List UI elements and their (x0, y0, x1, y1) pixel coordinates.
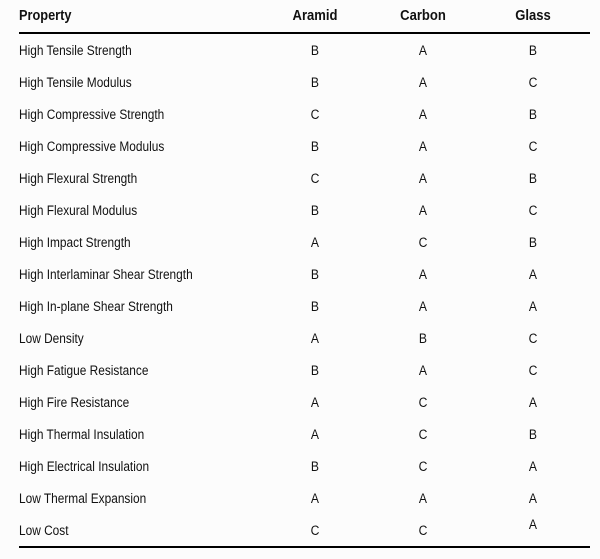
rating-cell: B (418, 330, 428, 346)
rating-cell: B (528, 170, 538, 186)
property-cell: High Fatigue Resistance (19, 362, 149, 378)
table-row (19, 162, 590, 194)
rating-cell: C (418, 394, 428, 410)
property-cell: High Tensile Strength (19, 42, 132, 58)
bottom-rule (19, 546, 590, 548)
rating-cell: A (418, 138, 428, 154)
property-cell: High Impact Strength (19, 234, 131, 250)
table-header-row (19, 0, 590, 32)
rating-cell: A (418, 266, 428, 282)
table-row (19, 354, 590, 386)
rating-cell: A (528, 266, 538, 282)
rating-cell: C (310, 522, 320, 538)
column-header-aramid: Aramid (292, 8, 338, 24)
table-row (19, 514, 590, 546)
rating-cell: B (310, 138, 320, 154)
property-cell: High Flexural Strength (19, 170, 138, 186)
table-row (19, 482, 590, 514)
property-cell: Low Cost (19, 522, 69, 538)
rating-cell: A (528, 394, 538, 410)
rating-cell: B (310, 42, 320, 58)
rating-cell: A (310, 394, 320, 410)
property-cell: High Compressive Modulus (19, 138, 165, 154)
rating-cell: A (418, 490, 428, 506)
rating-cell: A (528, 490, 538, 506)
rating-cell: A (528, 458, 538, 474)
property-cell: High Fire Resistance (19, 394, 130, 410)
table-row (19, 290, 590, 322)
rating-cell: B (310, 362, 320, 378)
rating-cell: C (528, 202, 538, 218)
rating-cell: A (528, 298, 538, 314)
property-cell: High Electrical Insulation (19, 458, 150, 474)
rating-cell: B (310, 458, 320, 474)
table-row (19, 450, 590, 482)
rating-cell: C (528, 74, 538, 90)
rating-cell: C (418, 234, 428, 250)
column-header-glass: Glass (515, 8, 551, 24)
column-header-carbon: Carbon (400, 8, 446, 24)
table-row (19, 322, 590, 354)
table-body (19, 34, 590, 546)
rating-cell: C (528, 362, 538, 378)
table-row (19, 194, 590, 226)
property-cell: High Thermal Insulation (19, 426, 145, 442)
rating-cell: B (310, 266, 320, 282)
table-row (19, 418, 590, 450)
rating-cell: B (528, 106, 538, 122)
rating-cell: A (418, 74, 428, 90)
rating-cell: A (310, 426, 320, 442)
table-row (19, 34, 590, 66)
rating-cell: B (528, 234, 538, 250)
rating-cell: B (528, 42, 538, 58)
rating-cell: A (418, 202, 428, 218)
table-row (19, 130, 590, 162)
rating-cell: B (310, 298, 320, 314)
table-row (19, 386, 590, 418)
rating-cell: A (310, 490, 320, 506)
table-row (19, 258, 590, 290)
property-cell: High Tensile Modulus (19, 74, 132, 90)
column-header-property: Property (19, 8, 72, 24)
property-cell: High Compressive Strength (19, 106, 165, 122)
property-cell: Low Density (19, 330, 84, 346)
rating-cell: C (310, 106, 320, 122)
rating-cell: A (418, 362, 428, 378)
rating-cell: C (418, 458, 428, 474)
rating-cell: C (528, 330, 538, 346)
table-row (19, 226, 590, 258)
rating-cell: B (528, 426, 538, 442)
property-cell: High Interlaminar Shear Strength (19, 266, 193, 282)
rating-cell: A (418, 42, 428, 58)
table-row (19, 98, 590, 130)
rating-cell: C (528, 138, 538, 154)
property-cell: High Flexural Modulus (19, 202, 138, 218)
rating-cell: A (528, 516, 538, 532)
rating-cell: B (310, 202, 320, 218)
rating-cell: A (418, 170, 428, 186)
rating-cell: A (310, 330, 320, 346)
rating-cell: A (418, 298, 428, 314)
table-row (19, 66, 590, 98)
rating-cell: A (418, 106, 428, 122)
rating-cell: A (310, 234, 320, 250)
rating-cell: C (418, 522, 428, 538)
property-cell: Low Thermal Expansion (19, 490, 147, 506)
property-cell: High In-plane Shear Strength (19, 298, 173, 314)
rating-cell: B (310, 74, 320, 90)
rating-cell: C (418, 426, 428, 442)
rating-cell: C (310, 170, 320, 186)
